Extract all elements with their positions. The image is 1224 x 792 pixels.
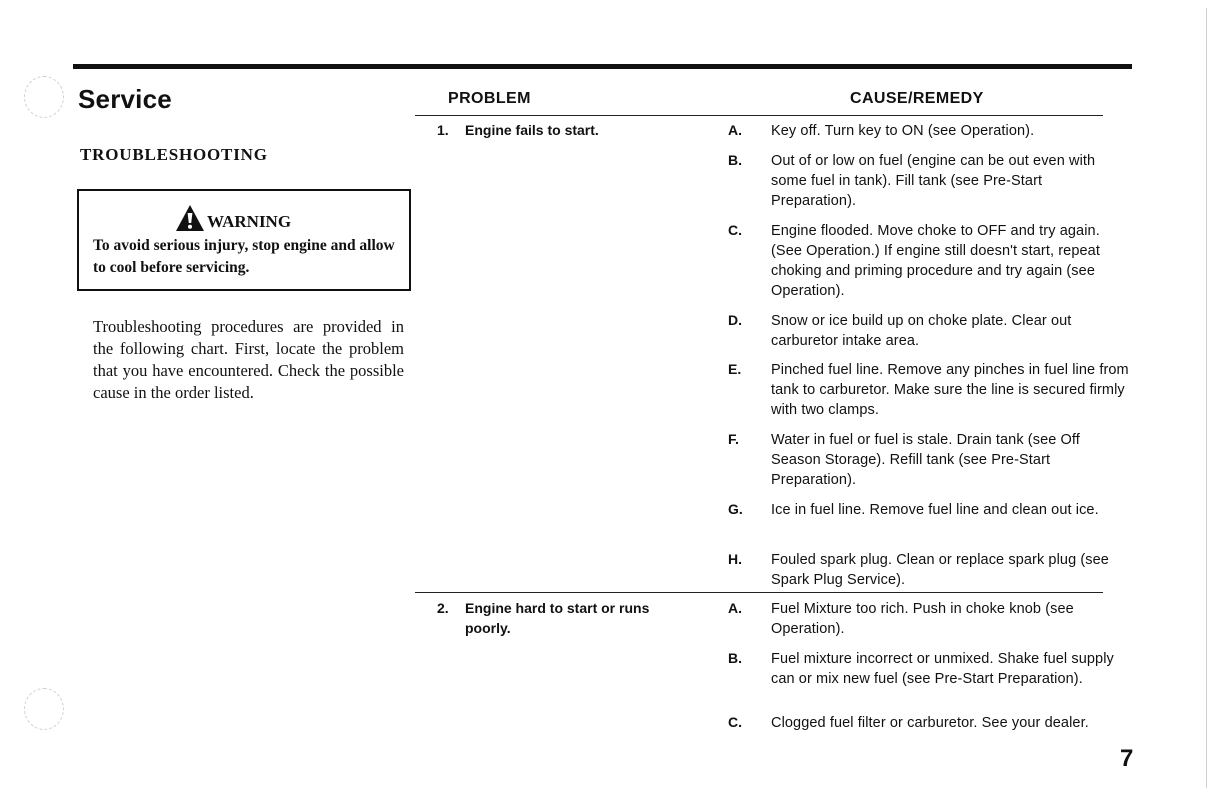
warning-box: [77, 189, 411, 291]
page-edge: [1206, 8, 1207, 788]
remedy-letter: D.: [728, 312, 742, 328]
problem-title: Engine fails to start.: [465, 122, 599, 138]
remedy-text: Clogged fuel filter or carburetor. See your dealer.: [771, 715, 1089, 731]
warning-title: WARNING: [207, 212, 292, 231]
problem-column-header: PROBLEM: [448, 90, 531, 107]
remedy-text: Ice in fuel line. Remove fuel line and clean out ice.: [771, 502, 1099, 518]
remedy-text: Fuel mixture incorrect or unmixed. Shake fuel supply can or mix new fuel (see Pre-Start Preparation).: [771, 651, 1114, 687]
troubleshooting-heading: TROUBLESHOOTING: [80, 145, 268, 164]
remedy-letter: B.: [728, 650, 742, 666]
intro-paragraph: Troubleshooting procedures are provided in the following chart. First, locate the problem that you have encountered. Check the possible cause in the order listed.: [93, 317, 404, 402]
problem-number: 2.: [437, 600, 449, 616]
page-number: 7: [1120, 745, 1134, 772]
remedy-text: Snow or ice build up on choke plate. Clear out carburetor intake area.: [771, 313, 1072, 349]
remedy-letter: H.: [728, 551, 742, 567]
remedy-letter: A.: [728, 600, 742, 616]
remedy-letter: C.: [728, 714, 742, 730]
remedy-text: Key off. Turn key to ON (see Operation).: [771, 123, 1035, 139]
warning-triangle-icon: [175, 204, 205, 232]
remedy-letter: C.: [728, 222, 742, 238]
remedy-letter: A.: [728, 122, 742, 138]
section-title: Service: [78, 84, 172, 114]
remedy-text: Pinched fuel line. Remove any pinches in fuel line from tank to carburetor. Make sure the line is secured firmly with two clamps.: [771, 362, 1129, 418]
remedy-letter: B.: [728, 152, 742, 168]
table-header-rule: [415, 115, 1103, 116]
warning-header: [175, 203, 291, 233]
remedy-text: Fouled spark plug. Clean or replace spark plug (see Spark Plug Service).: [771, 552, 1109, 588]
remedy-text: Out of or low on fuel (engine can be out even with some fuel in tank). Fill tank (see Pre-Start Preparation).: [771, 153, 1096, 209]
remedy-letter: F.: [728, 431, 739, 447]
header-rule: [73, 64, 1132, 69]
remedy-letter: G.: [728, 501, 743, 517]
binder-hole: [24, 688, 64, 730]
cause-column-header: CAUSE/REMEDY: [850, 90, 984, 107]
remedy-text: Fuel Mixture too rich. Push in choke knob (see Operation).: [771, 601, 1074, 637]
table-row-divider: [415, 592, 1103, 593]
problem-title: Engine hard to start or runs poorly.: [465, 600, 650, 636]
remedy-text: Water in fuel or fuel is stale. Drain tank (see Off Season Storage). Refill tank (see Pre-Start Preparation).: [771, 432, 1080, 488]
binder-hole: [24, 76, 64, 118]
remedy-text: Engine flooded. Move choke to OFF and try again. (See Operation.) If engine still doesn't start, repeat choking and priming procedure and try again (see Operation).: [771, 223, 1100, 299]
warning-text: To avoid serious injury, stop engine and allow to cool before servicing.: [93, 237, 395, 276]
remedy-letter: E.: [728, 361, 742, 377]
problem-number: 1.: [437, 122, 449, 138]
